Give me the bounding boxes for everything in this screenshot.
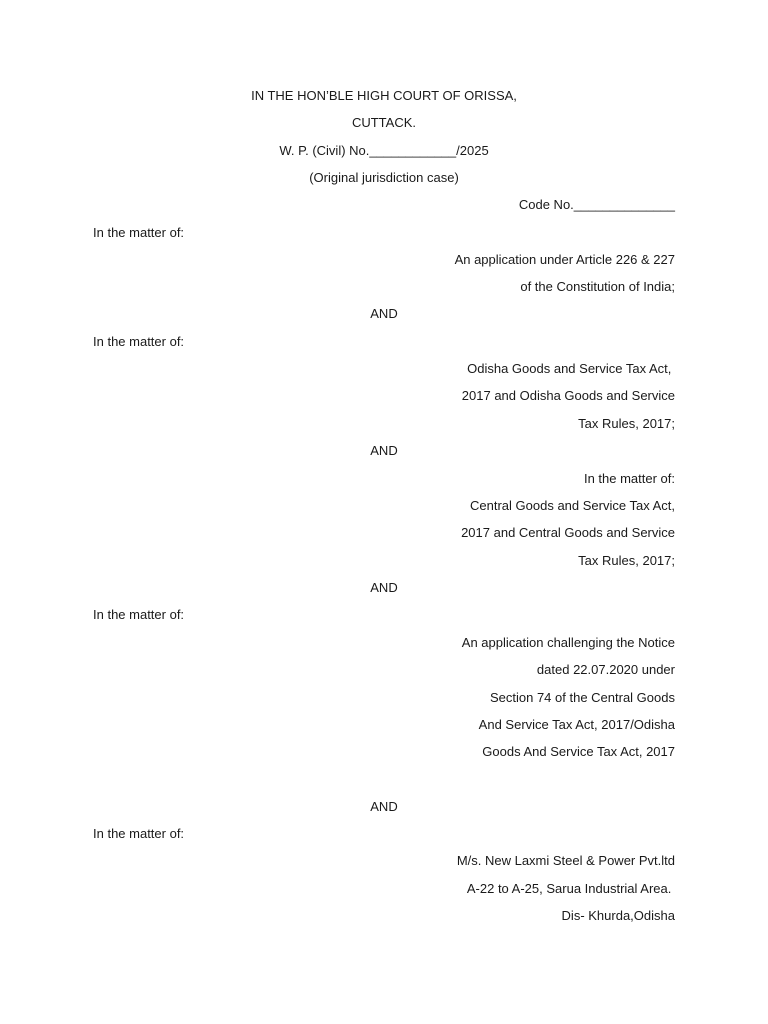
petitioner-name: M/s. New Laxmi Steel & Power Pvt.ltd [456,853,675,868]
court-city: CUTTACK. [351,115,417,130]
matter-line: of the Constitution of India; [520,279,675,294]
matter-line: dated 22.07.2020 under [536,662,675,677]
and-separator-3: AND [370,580,398,595]
matter-line: Tax Rules, 2017; [578,553,675,568]
and-separator-2: AND [370,443,398,458]
case-type: (Original jurisdiction case) [309,170,459,185]
matter-line: 2017 and Central Goods and Service [461,525,675,540]
matter-line: Goods And Service Tax Act, 2017 [482,744,675,759]
court-title: IN THE HON’BLE HIGH COURT OF ORISSA, [251,88,517,103]
matter-label-3: In the matter of: [583,471,675,486]
code-number: Code No.______________ [518,197,675,212]
matter-label-2: In the matter of: [93,334,185,349]
matter-line: An application challenging the Notice [461,635,675,650]
matter-label-5: In the matter of: [93,826,185,841]
matter-line: Central Goods and Service Tax Act, [470,498,675,513]
and-separator-4: AND [370,799,398,814]
matter-line: And Service Tax Act, 2017/Odisha [478,717,675,732]
and-separator-1: AND [370,306,398,321]
petitioner-district: Dis- Khurda,Odisha [561,908,675,923]
case-number: W. P. (Civil) No.____________/2025 [279,143,489,158]
petitioner-address: A-22 to A-25, Sarua Industrial Area. [466,881,675,896]
matter-line: 2017 and Odisha Goods and Service [461,388,675,403]
matter-label-1: In the matter of: [93,225,185,240]
matter-line: Tax Rules, 2017; [578,416,675,431]
matter-line: An application under Article 226 & 227 [454,252,675,267]
matter-label-4: In the matter of: [93,607,185,622]
matter-line: Section 74 of the Central Goods [489,690,675,705]
matter-line: Odisha Goods and Service Tax Act, [467,361,675,376]
